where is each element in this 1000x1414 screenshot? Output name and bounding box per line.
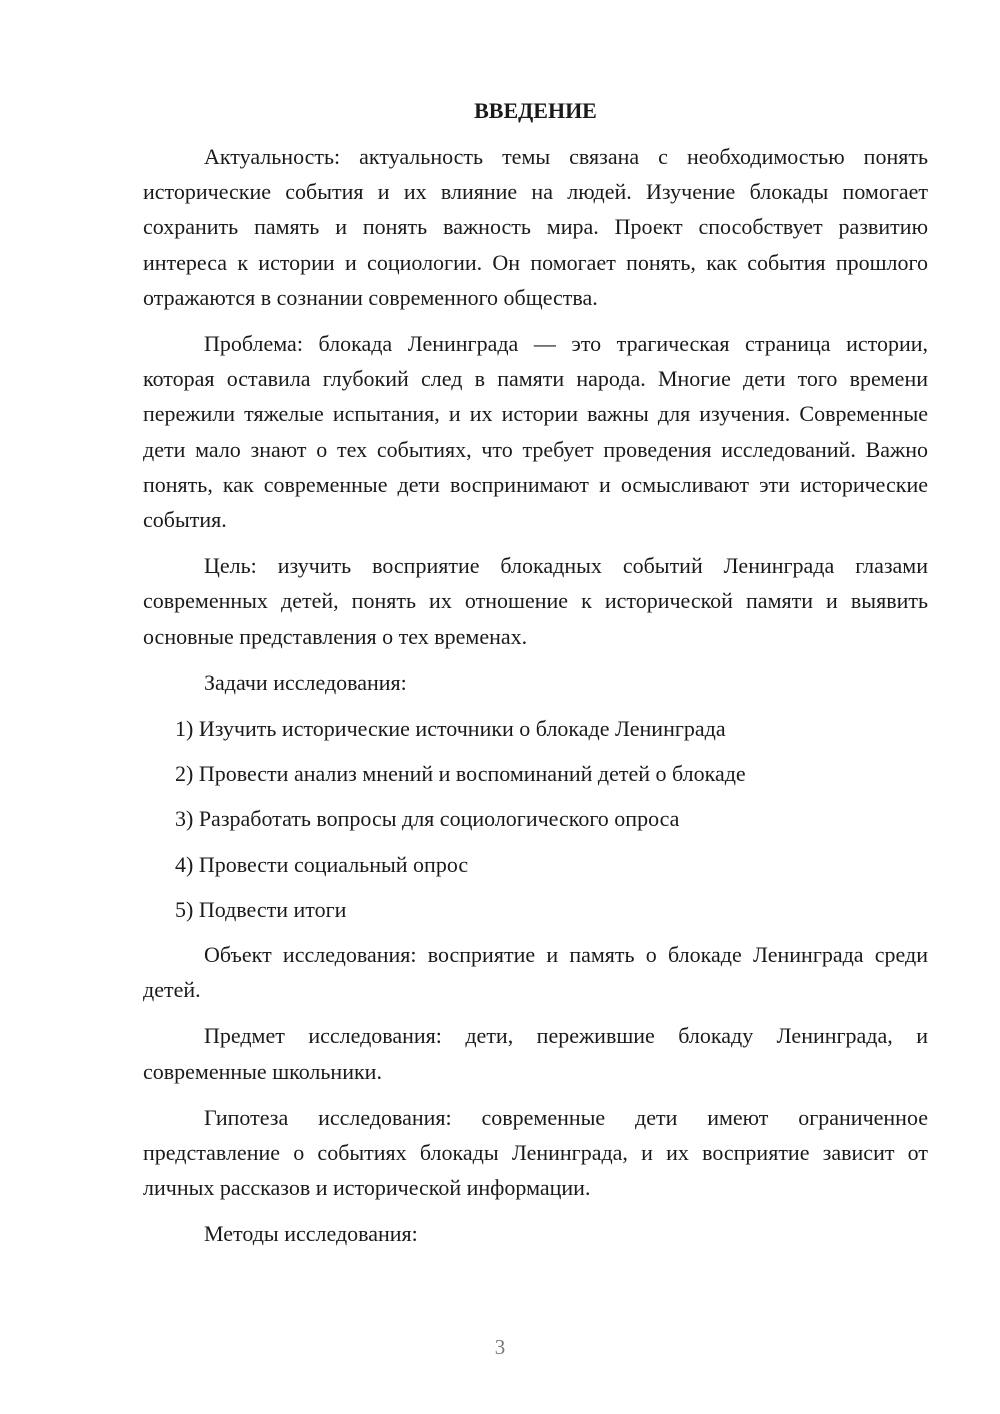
object-paragraph: Объект исследования: восприятие и память о блокаде Ленинграда среди детей. — [143, 942, 928, 1003]
section-title: ВВЕДЕНИЕ — [474, 98, 597, 123]
tasks-list — [143, 711, 928, 927]
problem-paragraph: Проблема: блокада Ленинграда — это трагическая страница истории, которая оставила глубокий след в памяти народа. Многие дети того времени пережили тяжелые испытания, и их истории важны для изучения. Современные дети мало знают о тех событиях, что требует проведения исследований. Важно понять, как современные дети воспринимают и осмысливают эти исторические события. — [143, 331, 928, 533]
document-page — [143, 95, 928, 1263]
subject-paragraph: Предмет исследования: дети, пережившие блокаду Ленинграда, и современные школьники. — [143, 1023, 928, 1084]
task-item: 2) Провести анализ мнений и воспоминаний детей о блокаде — [175, 761, 746, 787]
goal-paragraph: Цель: изучить восприятие блокадных событий Ленинграда глазами современных детей, понять их отношение к исторической памяти и выявить основные представления о тех временах. — [143, 553, 928, 649]
task-item: 4) Провести социальный опрос — [175, 851, 469, 877]
hypothesis-paragraph: Гипотеза исследования: современные дети имеют ограниченное представление о событиях блокады Ленинграда, и их восприятие зависит от личных рассказов и исторической информации. — [143, 1104, 928, 1201]
page-number: 3 — [494, 1335, 506, 1359]
relevance-paragraph: Актуальность: актуальность темы связана с необходимостью понять исторические события и их влияние на людей. Изучение блокады помогает сохранить память и понять важность мира. Проект способствует развитию интереса к истории и социологии. Он помогает понять, как события прошлого отражаются в сознании современного общества. — [143, 144, 928, 310]
tasks-heading: Задачи исследования: — [204, 669, 407, 695]
task-item: 5) Подвести итоги — [175, 896, 347, 922]
methods-heading: Методы исследования: — [204, 1221, 418, 1247]
task-item: 3) Разработать вопросы для социологического опроса — [175, 806, 680, 832]
task-item: 1) Изучить исторические источники о блокаде Ленинграда — [175, 716, 726, 742]
